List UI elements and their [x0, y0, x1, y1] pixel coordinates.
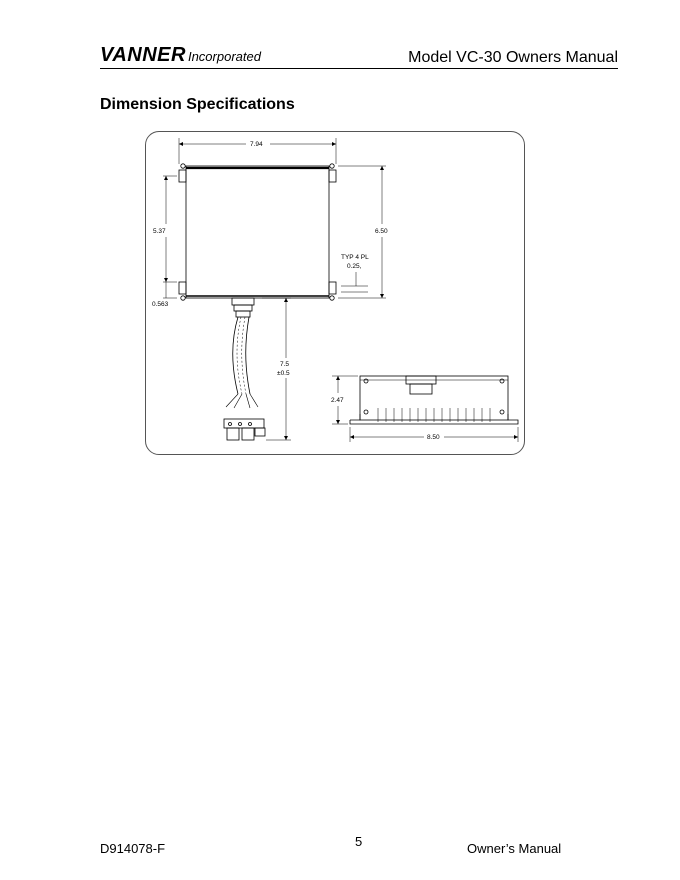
dim-height-right: 6.50 [375, 228, 388, 235]
dimension-drawing-svg [146, 132, 525, 455]
footer-page-number: 5 [355, 834, 363, 849]
dim-side-height: 2.47 [331, 397, 344, 404]
footer-doc-number: D914078-F [100, 841, 166, 856]
dim-offset-bottom: 0.563 [152, 301, 169, 308]
footer-doc-name: Owner’s Manual [467, 841, 562, 856]
manual-title: Model VC-30 Owners Manual [408, 49, 618, 66]
dim-height-left: 5.37 [153, 228, 166, 235]
dim-cable-tolerance: ±0.5 [277, 370, 290, 377]
dim-hole-value: 0.25, [347, 263, 362, 270]
brand-logo [100, 44, 261, 67]
dimension-drawing [145, 131, 525, 455]
enclosure-top-view [186, 166, 329, 298]
dim-cable-length: 7.5 [280, 361, 290, 368]
page-header [100, 44, 618, 69]
dim-side-width: 8.50 [427, 434, 440, 441]
brand-suffix: Incorporated [187, 49, 261, 64]
brand-name: VANNER [100, 44, 186, 66]
dim-hole-note: TYP 4 PL [341, 254, 369, 261]
dim-width-top: 7.94 [250, 141, 263, 148]
section-title: Dimension Specifications [100, 96, 295, 113]
